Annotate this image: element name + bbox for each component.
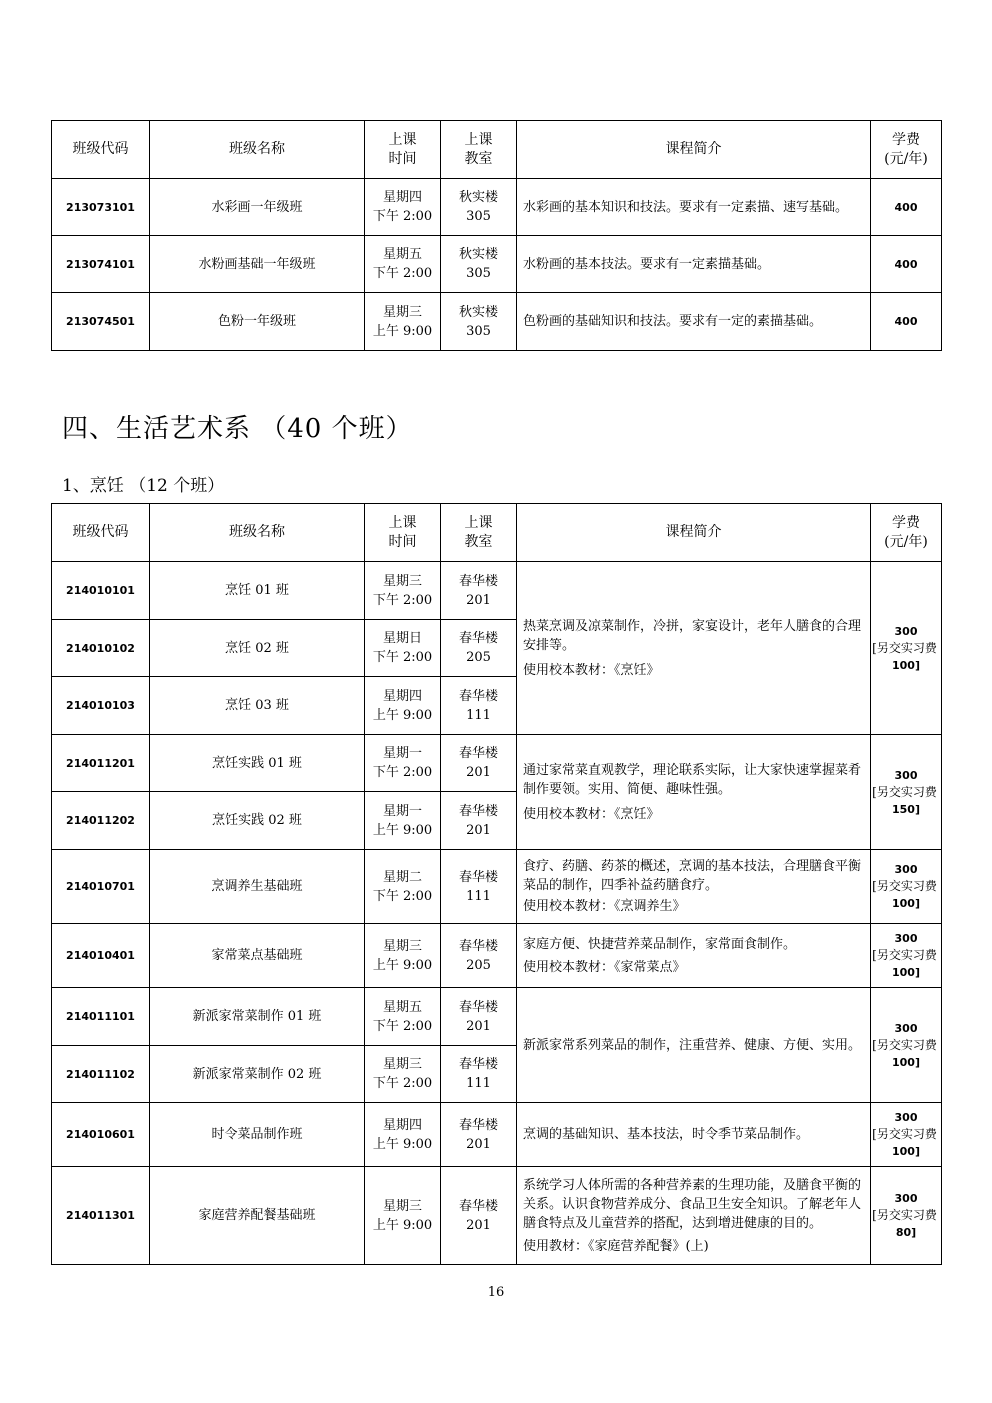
class-time: 星期一 上午 9:00 — [365, 792, 441, 850]
table-row — [52, 562, 942, 620]
class-name: 烹饪 02 班 — [150, 620, 365, 677]
class-name: 色粉一年级班 — [150, 293, 365, 351]
header-fee: 学费 (元/年) — [871, 121, 942, 179]
class-code: 214010103 — [52, 677, 150, 735]
class-room: 春华楼 111 — [441, 677, 517, 735]
fee-extra-label: [另交实习费 — [872, 784, 937, 799]
class-room: 春华楼 205 — [441, 924, 517, 988]
class-code: 214011301 — [52, 1167, 150, 1265]
intro-text: 通过家常菜直观教学，理论联系实际，让大家快速掌握菜肴制作要领。实用、简便、趣味性强。 — [523, 762, 862, 797]
class-name: 新派家常菜制作 02 班 — [150, 1046, 365, 1103]
class-code: 214010102 — [52, 620, 150, 677]
class-fee — [871, 988, 942, 1103]
table-row — [52, 850, 942, 924]
intro-textbook: 使用校本教材：《烹调养生》 — [523, 899, 686, 914]
class-time: 星期五 下午 2:00 — [365, 988, 441, 1046]
class-intro — [517, 1103, 871, 1167]
class-time: 星期日 下午 2:00 — [365, 620, 441, 677]
table-row — [52, 236, 942, 293]
intro-text: 系统学习人体所需的各种营养素的生理功能，及膳食平衡的关系。认识食物营养成分、食品卫生安全知识。了解老年人膳食特点及儿童营养的搭配，达到增进健康的目的。 — [523, 1177, 862, 1231]
course-table-painting — [51, 120, 942, 351]
class-code: 213074101 — [52, 236, 150, 293]
header-room: 上课 教室 — [441, 504, 517, 562]
intro-textbook: 使用校本教材：《烹饪》 — [523, 662, 660, 678]
section-title: 四、生活艺术系 （40 个班） — [62, 414, 413, 444]
intro-textbook: 使用教材：《家庭营养配餐》(上) — [523, 1238, 709, 1254]
class-fee: 400 — [871, 179, 942, 236]
fee-extra-amount: 150] — [892, 802, 920, 816]
fee-extra-amount: 100] — [892, 658, 920, 672]
intro-text: 新派家常系列菜品的制作，注重营养、健康、方便、实用。 — [523, 1037, 862, 1053]
class-code: 214011201 — [52, 735, 150, 792]
course-table-cooking — [51, 503, 942, 1265]
fee-extra-amount: 100] — [892, 897, 920, 910]
fee-amount: 300 — [894, 932, 918, 945]
intro-text: 烹调的基础知识、基本技法，时令季节菜品制作。 — [523, 1127, 810, 1142]
class-code: 214010701 — [52, 850, 150, 924]
class-intro: 水彩画的基本知识和技法。要求有一定素描、速写基础。 — [517, 179, 871, 236]
class-intro — [517, 1167, 871, 1265]
table-row — [52, 179, 942, 236]
class-time: 星期二 下午 2:00 — [365, 850, 441, 924]
class-room: 秋实楼 305 — [441, 293, 517, 351]
class-name: 水粉画基础一年级班 — [150, 236, 365, 293]
header-intro: 课程简介 — [517, 121, 871, 179]
header-intro: 课程简介 — [517, 504, 871, 562]
class-room: 春华楼 201 — [441, 1103, 517, 1167]
class-fee — [871, 1167, 942, 1265]
intro-text: 食疗、药膳、药茶的概述，烹调的基本技法，合理膳食平衡菜品的制作，四季补益药膳食疗。 — [523, 859, 862, 893]
class-code: 214011202 — [52, 792, 150, 850]
class-fee — [871, 735, 942, 850]
intro-textbook: 使用校本教材：《烹饪》 — [523, 806, 660, 822]
header-name: 班级名称 — [150, 504, 365, 562]
fee-extra-amount: 100] — [892, 1055, 920, 1069]
class-time: 星期三 上午 9:00 — [365, 293, 441, 351]
class-fee — [871, 562, 942, 735]
class-intro: 水粉画的基本技法。要求有一定素描基础。 — [517, 236, 871, 293]
fee-extra-label: [另交实习费 — [872, 1208, 937, 1222]
intro-textbook: 使用校本教材：《家常菜点》 — [523, 959, 686, 975]
class-time: 星期三 上午 9:00 — [365, 924, 441, 988]
class-intro — [517, 735, 871, 850]
header-code: 班级代码 — [52, 504, 150, 562]
class-intro — [517, 850, 871, 924]
fee-amount: 300 — [894, 1021, 918, 1035]
class-room: 春华楼 111 — [441, 850, 517, 924]
header-fee: 学费 (元/年) — [871, 504, 942, 562]
table-header-row — [52, 121, 942, 179]
page-number: 16 — [487, 1285, 505, 1300]
class-name: 烹饪 01 班 — [150, 562, 365, 620]
class-code: 213073101 — [52, 179, 150, 236]
class-time: 星期四 上午 9:00 — [365, 677, 441, 735]
fee-extra-label: [另交实习费 — [872, 879, 937, 893]
intro-text: 热菜烹调及凉菜制作，冷拼，家宴设计，老年人膳食的合理安排等。 — [523, 618, 862, 653]
class-time: 星期三 上午 9:00 — [365, 1167, 441, 1265]
table-row — [52, 735, 942, 792]
class-room: 春华楼 201 — [441, 735, 517, 792]
fee-extra-amount: 100] — [892, 1145, 920, 1158]
class-fee: 400 — [871, 293, 942, 351]
class-room: 春华楼 205 — [441, 620, 517, 677]
class-time: 星期一 下午 2:00 — [365, 735, 441, 792]
class-time: 星期三 下午 2:00 — [365, 1046, 441, 1103]
header-time: 上课 时间 — [365, 121, 441, 179]
fee-amount: 300 — [894, 863, 918, 876]
class-name: 家常菜点基础班 — [150, 924, 365, 988]
class-time: 星期四 上午 9:00 — [365, 1103, 441, 1167]
class-fee — [871, 1103, 942, 1167]
class-code: 214011101 — [52, 988, 150, 1046]
class-intro — [517, 924, 871, 988]
class-time: 星期五 下午 2:00 — [365, 236, 441, 293]
fee-amount: 300 — [894, 1192, 918, 1205]
fee-extra-label: [另交实习费 — [872, 640, 937, 655]
table-row — [52, 924, 942, 988]
table-row — [52, 1167, 942, 1265]
class-code: 214010101 — [52, 562, 150, 620]
class-code: 214011102 — [52, 1046, 150, 1103]
table-header-row — [52, 504, 942, 562]
class-name: 水彩画一年级班 — [150, 179, 365, 236]
class-name: 烹饪实践 01 班 — [150, 735, 365, 792]
table-row — [52, 1103, 942, 1167]
subsection-title: 1、烹饪 （12 个班） — [62, 476, 225, 496]
class-fee — [871, 850, 942, 924]
header-time: 上课 时间 — [365, 504, 441, 562]
class-intro: 色粉画的基础知识和技法。要求有一定的素描基础。 — [517, 293, 871, 351]
header-code: 班级代码 — [52, 121, 150, 179]
class-name: 烹饪实践 02 班 — [150, 792, 365, 850]
class-fee — [871, 924, 942, 988]
class-time: 星期四 下午 2:00 — [365, 179, 441, 236]
fee-extra-amount: 100] — [892, 966, 920, 979]
class-room: 春华楼 201 — [441, 1167, 517, 1265]
class-name: 新派家常菜制作 01 班 — [150, 988, 365, 1046]
class-fee: 400 — [871, 236, 942, 293]
fee-extra-amount: 80] — [895, 1226, 917, 1239]
fee-extra-label: [另交实习费 — [872, 1127, 937, 1141]
class-code: 214010601 — [52, 1103, 150, 1167]
class-code: 213074501 — [52, 293, 150, 351]
header-room: 上课 教室 — [441, 121, 517, 179]
table-row — [52, 988, 942, 1046]
class-name: 烹调养生基础班 — [150, 850, 365, 924]
fee-extra-label: [另交实习费 — [872, 1037, 937, 1052]
class-name: 时令菜品制作班 — [150, 1103, 365, 1167]
class-room: 春华楼 111 — [441, 1046, 517, 1103]
fee-amount: 300 — [894, 624, 918, 638]
class-room: 春华楼 201 — [441, 988, 517, 1046]
class-room: 春华楼 201 — [441, 792, 517, 850]
class-name: 烹饪 03 班 — [150, 677, 365, 735]
class-room: 春华楼 201 — [441, 562, 517, 620]
class-intro — [517, 562, 871, 735]
fee-amount: 300 — [894, 768, 918, 782]
class-room: 秋实楼 305 — [441, 236, 517, 293]
class-code: 214010401 — [52, 924, 150, 988]
header-name: 班级名称 — [150, 121, 365, 179]
class-room: 秋实楼 305 — [441, 179, 517, 236]
table-row — [52, 293, 942, 351]
class-intro — [517, 988, 871, 1103]
fee-amount: 300 — [894, 1111, 918, 1124]
fee-extra-label: [另交实习费 — [872, 948, 937, 962]
class-name: 家庭营养配餐基础班 — [150, 1167, 365, 1265]
intro-text: 家庭方便、快捷营养菜品制作，家常面食制作。 — [523, 936, 797, 952]
class-time: 星期三 下午 2:00 — [365, 562, 441, 620]
